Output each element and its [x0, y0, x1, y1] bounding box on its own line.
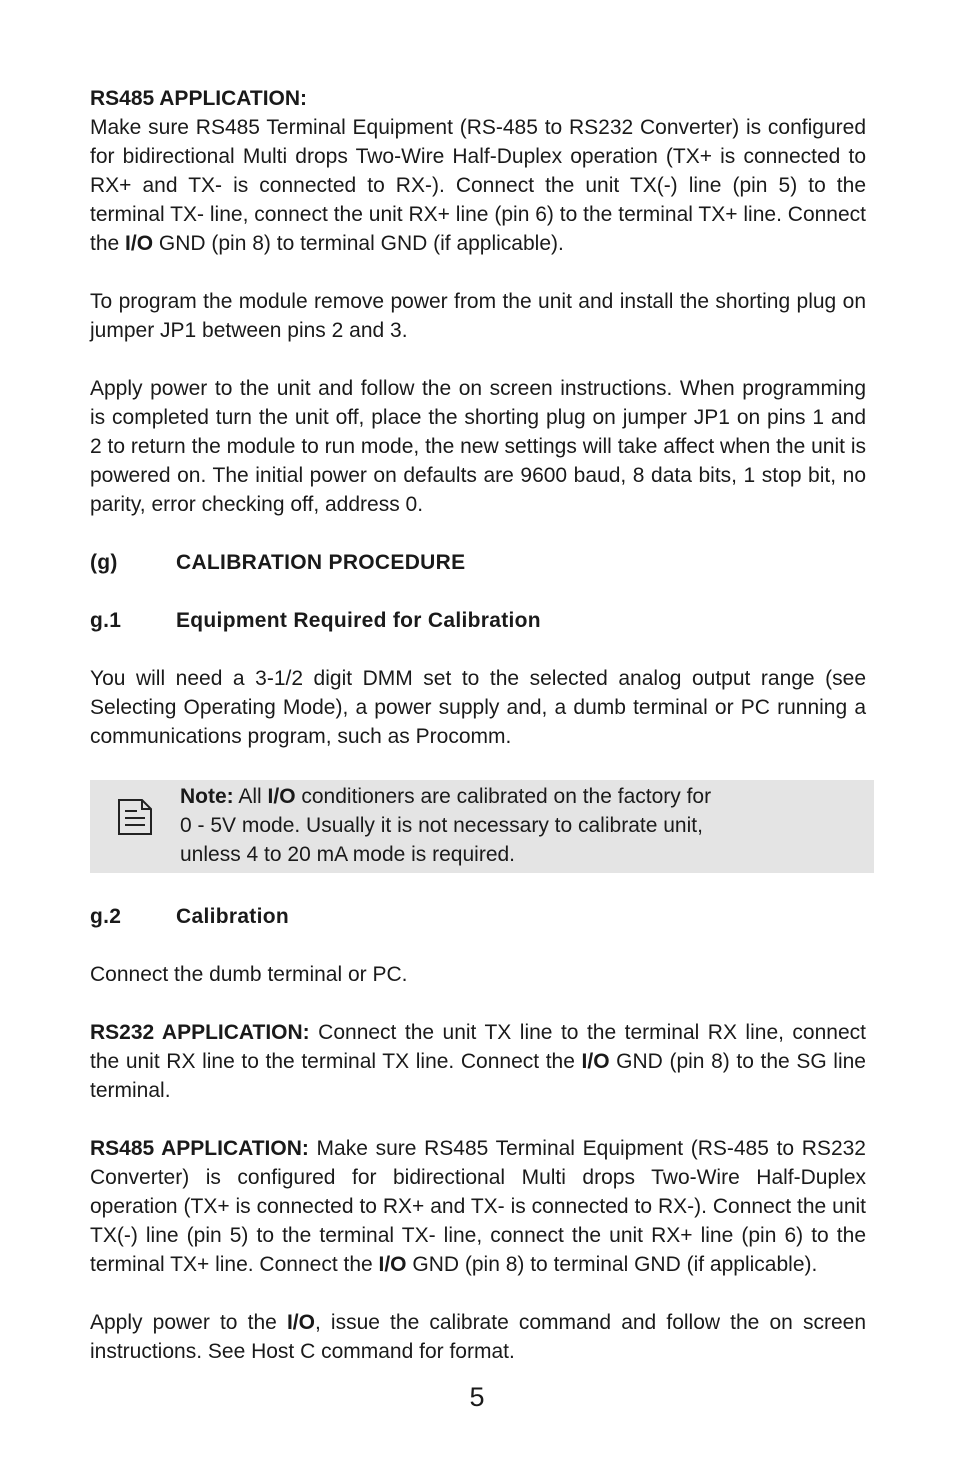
rs485-calibration-paragraph: RS485 APPLICATION: Make sure RS485 Terminal Equipment (RS-485 to RS232 Converter) is configured for bidirectional Multi drops Two-Wire Half-Duplex operation (TX+ is connected to RX+ and TX- is connected to RX-). Connect the unit TX(-) line (pin 5) to the terminal TX- line, connect the unit RX+ line (pin 6) to the terminal TX+ line. Connect the I/O GND (pin 8) to terminal GND (if applicable). — [90, 1137, 866, 1276]
program-paragraph: To program the module remove power from the unit and install the shorting plug on jumper JP1 between pins 2 and 3. — [90, 290, 866, 342]
note-icon — [90, 782, 180, 836]
rs485-heading: RS485 APPLICATION: — [90, 87, 308, 110]
note-box — [90, 780, 874, 873]
apply-power-paragraph: Apply power to the unit and follow the on screen instructions. When programming is completed turn the unit off, place the shorting plug on jumper JP1 on pins 1 and 2 to return the module to run mode, the new settings will take affect when the unit is powered on. The initial power on defaults are 9600 baud, 8 data bits, 1 stop bit, no parity, error checking off, address 0. — [90, 377, 866, 516]
rs485-paragraph: Make sure RS485 Terminal Equipment (RS-485 to RS232 Converter) is configured for bidirectional Multi drops Two-Wire Half-Duplex operation (TX+ is connected to RX+ and TX- is connected to RX-). Connect the unit TX(-) line (pin 5) to the terminal TX- line, connect the unit RX+ line (pin 6) to the terminal TX+ line. Connect the I/O GND (pin 8) to terminal GND (if applicable). — [90, 116, 866, 255]
page-body — [90, 84, 866, 1366]
equipment-paragraph: You will need a 3-1/2 digit DMM set to the selected analog output range (see Selecting Operating Mode), a power supply and, a dumb terminal or PC running a communications program, such as Procomm. — [90, 667, 866, 748]
rs232-paragraph: RS232 APPLICATION: Connect the unit TX line to the terminal RX line, connect the unit RX line to the terminal TX line. Connect the I/O GND (pin 8) to the SG line terminal. — [90, 1021, 866, 1102]
page-number: 5 — [469, 1382, 485, 1412]
section-g-heading: (g) CALIBRATION PROCEDURE — [90, 551, 466, 574]
connect-paragraph: Connect the dumb terminal or PC. — [90, 963, 408, 986]
section-g1-heading: g.1 Equipment Required for Calibration — [90, 609, 541, 632]
section-g2-heading: g.2 Calibration — [90, 905, 289, 928]
apply-calibrate-paragraph: Apply power to the I/O, issue the calibrate command and follow the on screen instructions. See Host C command for format. — [90, 1311, 866, 1363]
note-text: Note: All I/O conditioners are calibrated on the factory for 0 - 5V mode. Usually it is not necessary to calibrate unit, unless 4 to 20 mA mode is required. — [180, 785, 712, 866]
